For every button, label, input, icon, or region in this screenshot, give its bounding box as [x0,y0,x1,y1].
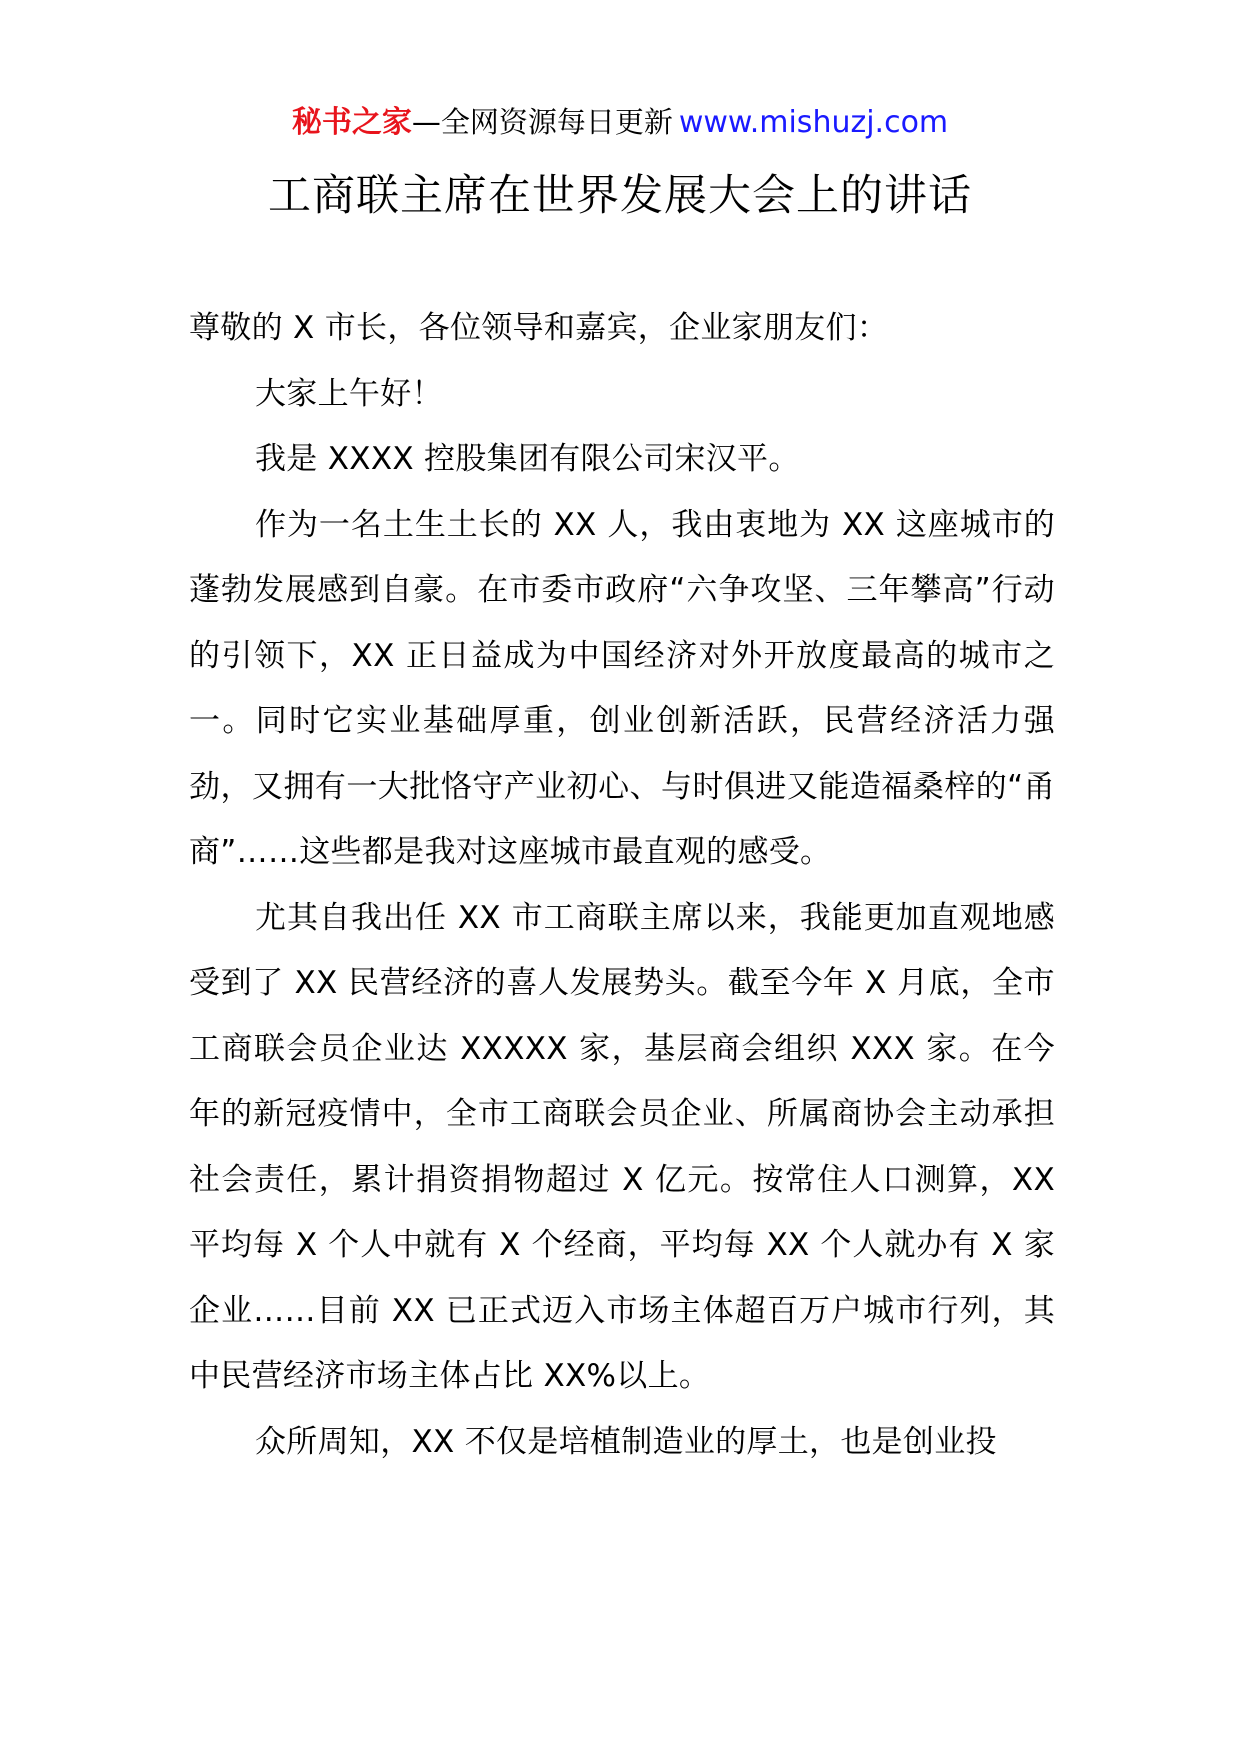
paragraph-introduction: 我是 XXXX 控股集团有限公司宋汉平。 [255,441,800,477]
document-body [189,296,1055,1475]
paragraph-city-pride: 作为一名土生土长的 XX 人，我由衷地为 XX 这座城市的蓬勃发展感到自豪。在市委市政府“六争攻坚、三年攀高”行动的引领下，XX 正日益成为中国经济对外开放度最高的城市之一。同时它实业基础厚重，创业创新活跃，民营经济活力强劲，又拥有一大批恪守产业初心、与时俱进又能造福桑梓的“甬商”……这些都是我对这座城市最直观的感受。 [189,506,1055,870]
paragraph-manufacturing: 众所周知，XX 不仅是培植制造业的厚土，也是创业投 [255,1423,997,1460]
paragraph-private-economy: 尤其自我出任 XX 市工商联主席以来，我能更加直观地感受到了 XX 民营经济的喜人发展势头。截至今年 X 月底，全市工商联会员企业达 XXXXX 家，基层商会组织 XXX 家。在今年的新冠疫情中，全市工商联会员企业、所属商协会主动承担社会责任，累计捐资捐物超过 X 亿元。按常住人口测算，XX 平均每 X 个人中就有 X 个经商，平均每 XX 个人就办有 X 家企业……目前 XX 已正式迈入市场主体超百万户城市行列，其中民营经济市场主体占比 XX%以上。 [189,899,1055,1394]
site-brand: 秘书之家 [291,105,412,140]
paragraph-greeting: 大家上午好！ [255,375,443,412]
site-header [0,102,1240,143]
salutation: 尊敬的 X 市长，各位领导和嘉宾，企业家朋友们： [189,310,889,346]
document-title: 工商联主席在世界发展大会上的讲话 [268,171,972,221]
site-url-link[interactable]: www.mishuzj.com [678,105,949,140]
site-slogan: —全网资源每日更新 [411,105,673,139]
